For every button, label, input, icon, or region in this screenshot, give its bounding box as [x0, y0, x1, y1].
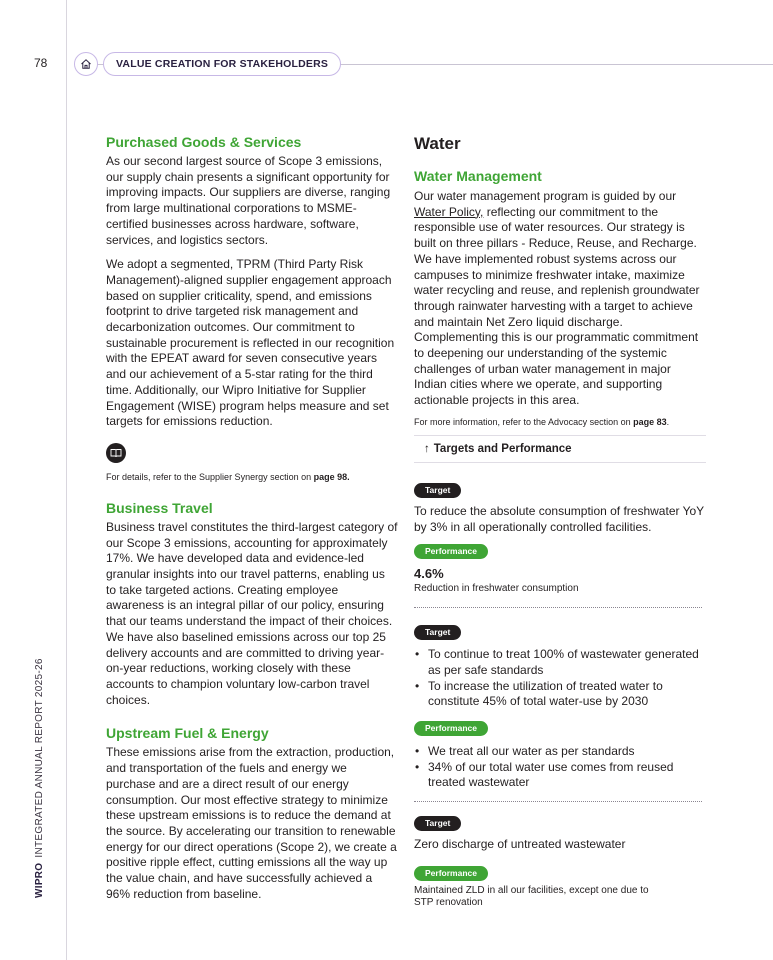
list-item: • We treat all our water as per standards — [414, 744, 706, 760]
side-label — [34, 658, 45, 898]
target-block-2 — [414, 622, 706, 791]
target-badge: Target — [414, 483, 461, 498]
water-text-rest: reflecting our commitment to the responsible use of water resources. Our strategy is built on three pillars - Reduce, Reuse, and Recharge. We have implemented robust systems across our campuses to minimize freshwater intake, maximize water recycling and reuse, and replenish groundwater through rainwater harvesting with a target to achieve and maintain Net Zero liquid discharge. Complementing this is our programmatic commitment to deepening our understanding of the systemic challenges of urban water management in major Indian cities where we operate, and supporting actionable projects in this area. — [414, 204, 700, 408]
targets-performance-title: Targets and Performance — [433, 442, 572, 455]
section-tab[interactable]: VALUE CREATION FOR STAKEHOLDERS — [103, 52, 341, 76]
water-policy-link[interactable]: Water Policy, — [414, 204, 484, 219]
arrow-up-icon: ↑ — [424, 442, 430, 455]
performance-2-list — [414, 744, 706, 791]
divider — [414, 801, 702, 802]
list-item: • To continue to treat 100% of wastewater generated as per safe standards — [414, 647, 706, 678]
advocacy-note-text: For more information, refer to the Advocacy section on — [414, 416, 634, 427]
target-block-3 — [414, 813, 706, 909]
home-button[interactable] — [74, 52, 98, 76]
target-badge: Target — [414, 625, 461, 640]
list-item: • 34% of our total water use comes from reused treated wastewater — [414, 760, 706, 791]
performance-1-metric: 4.6% — [414, 566, 444, 582]
water-title: Water — [414, 134, 461, 153]
advocacy-note — [414, 416, 706, 428]
left-column — [106, 133, 398, 902]
purchased-heading: Purchased Goods & Services — [106, 134, 302, 150]
divider — [414, 607, 702, 608]
supplier-note-page-link[interactable]: page 98. — [313, 471, 350, 482]
performance-3-desc: Maintained ZLD in all our facilities, except one due to STP renovation — [414, 884, 649, 908]
book-icon — [106, 443, 126, 463]
margin-rule — [66, 0, 67, 960]
performance-badge: Performance — [414, 544, 488, 559]
water-management-heading: Water Management — [414, 168, 542, 184]
target-1-text: To reduce the absolute consumption of freshwater YoY by 3% in all operationally controlled facilities. — [414, 503, 704, 534]
page-number: 78 — [34, 56, 48, 70]
water-text-start: Our water management program is guided by our — [414, 189, 677, 203]
target-3-text: Zero discharge of untreated wastewater — [414, 837, 626, 852]
purchased-paragraph-1: As our second largest source of Scope 3 emissions, our supply chain presents a significant opportunity for improving impacts. Our suppliers are diverse, ranging from large multinational corporations to MSME-certified businesses across hardware, software, services, and logistics sectors. — [106, 154, 391, 247]
performance-1-desc: Reduction in freshwater consumption — [414, 583, 579, 595]
water-management-paragraph — [414, 189, 706, 409]
performance-badge: Performance — [414, 721, 488, 736]
targets-performance-header — [414, 435, 706, 463]
fuel-heading: Upstream Fuel & Energy — [106, 725, 269, 742]
fuel-paragraph: These emissions arise from the extraction, production, and transportation of the fuels and energy we purchase and are a direct result of our energy consumption. Our most effective strategy to minimize these upstream emissions is to reduce the demand at the source. By accelerating our transition to renewable energy for our direct operations (Scope 2), we create a positive ripple effect, cutting emissions all the way up the value chain, and have successfully achieved a 96% reduction from baseline. — [106, 745, 397, 901]
target-block-1 — [414, 480, 706, 595]
advocacy-note-suffix: . — [666, 416, 670, 427]
performance-badge: Performance — [414, 866, 488, 881]
travel-heading: Business Travel — [106, 499, 213, 516]
purchased-paragraph-2: We adopt a segmented, TPRM (Third Party Risk Management)-aligned supplier engagement approach based on supplier criticality, spend, and emissions footprint to drive targeted risk management and decarbonization outcomes. Our commitment to sustainable procurement is reflected in our recognition with the EPEAT award for seven consecutive years and our achievement of a 5-star rating for the third time. Additionally, our Wipro Initiative for Supplier Engagement (WISE) program helps measure and set targets for emissions reduction. — [106, 257, 395, 429]
list-item: • To increase the utilization of treated water to constitute 45% of total water-use by 2030 — [414, 679, 706, 710]
home-icon — [80, 58, 92, 70]
travel-paragraph: Business travel constitutes the third-largest category of our Scope 3 emissions, accounting for approximately 17%. We have developed data and evidence-led granular insights into our travel patterns, enabling us to take targeted actions. Creating employee awareness is an integral pillar of our policy, ensuring that our teams understand the impact of their choices. We have also baselined emissions across our top 25 delivery accounts and are committed to driving year-on-year reductions, working closely with these accounts to champion voluntary low-carbon travel choices. — [106, 519, 398, 707]
target-2-list — [414, 647, 706, 710]
right-column — [414, 133, 706, 909]
report-title: INTEGRATED ANNUAL REPORT 2025-26 — [34, 658, 45, 858]
advocacy-page-link[interactable]: page 83 — [633, 416, 667, 427]
target-badge: Target — [414, 816, 461, 831]
supplier-note-text: For details, refer to the Supplier Synergy section on — [106, 471, 314, 482]
supplier-note — [106, 471, 398, 483]
brand-logo: WIPRO — [34, 862, 45, 898]
